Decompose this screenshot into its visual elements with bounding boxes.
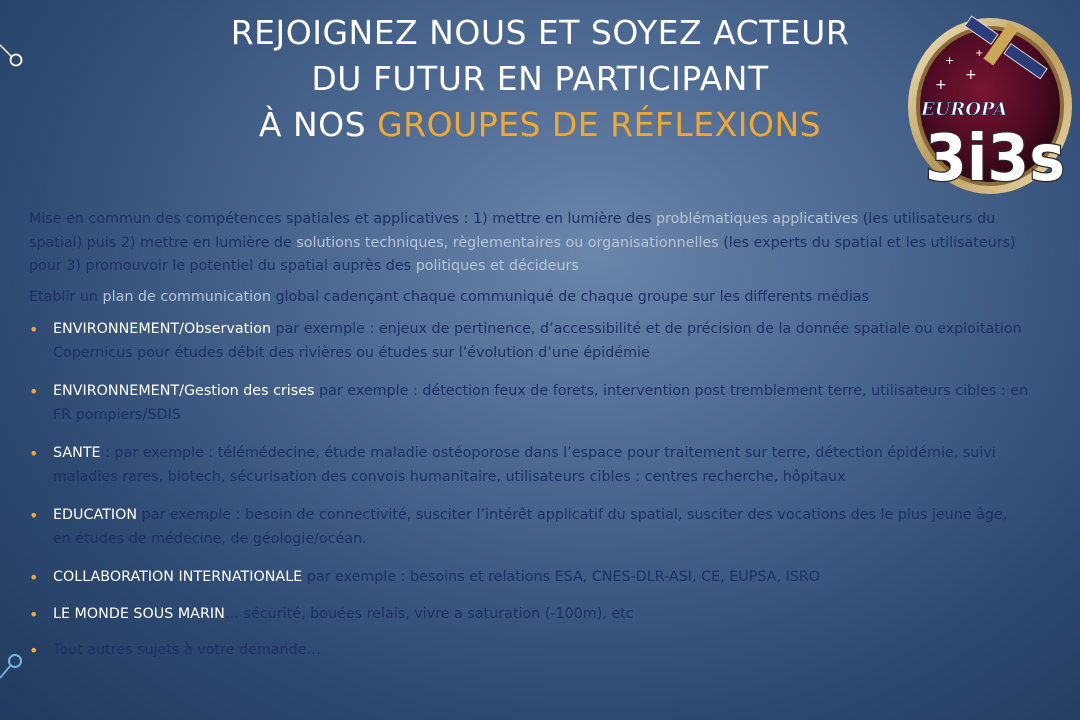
topic-text: par exemple : besoins et relations ESA, CNES-DLR-ASI, CE, EUPSA, ISRO (302, 569, 821, 585)
intro-highlight: plan de communication (102, 288, 271, 305)
topic-text: Tout autres sujets à votre demande… (53, 642, 321, 658)
bullet-icon: • (29, 444, 39, 463)
svg-text:+: + (945, 54, 955, 67)
title-line-3 (170, 102, 910, 148)
topic-heading: SANTE (53, 445, 101, 461)
list-item (29, 318, 1029, 365)
list-item (29, 566, 1029, 590)
svg-text:+: + (965, 67, 977, 83)
svg-text:3i3s: 3i3s (925, 122, 1065, 196)
svg-text:EUROPA: EUROPA (921, 99, 1008, 120)
svg-text:+: + (975, 48, 984, 59)
list-item (29, 442, 1029, 489)
bullet-icon: • (29, 506, 39, 525)
slide-title (170, 10, 910, 148)
communication-paragraph (29, 286, 1029, 310)
connector-node-icon (0, 648, 30, 693)
bullet-icon: • (29, 568, 39, 587)
bullet-icon: • (29, 641, 39, 660)
svg-text:+: + (935, 77, 947, 93)
intro-text: Mise en commun des compétences spatiales et applicatives : 1) mettre en lumière des (29, 211, 656, 227)
europa-3i3s-logo (905, 14, 1075, 198)
intro-highlight: solutions techniques, règlementaires ou organisationnelles (296, 234, 719, 251)
bullet-icon: • (29, 382, 39, 401)
topic-text: par exemple : détection feux de forets, intervention post tremblement terre, utilisateurs cibles : en FR pompiers/SDIS (53, 383, 1029, 423)
list-item (29, 380, 1029, 427)
intro-text: Etablir un (29, 288, 103, 305)
intro-text: (les utilisateurs du spatial) puis 2) mettre en lumière de (29, 211, 996, 251)
intro-text: (les experts du spatial et les utilisateurs) pour 3) promouvoir le potentiel du spatial auprès des (29, 234, 1016, 274)
topic-text: : par exemple : télémédecine, étude maladie ostéoporose dans l’espace pour traitement sur terre, détection épidémie, suivi maladies rares, biotech, sécurisation des convois humanitaire, utilisateurs cibles : centres recherche, hôpitaux (53, 445, 996, 485)
intro-highlight: problématiques applicatives (655, 211, 859, 227)
connector-node-icon (0, 30, 30, 75)
bullet-icon: • (29, 604, 39, 624)
intro-paragraph (29, 208, 1029, 279)
topic-heading: ENVIRONNEMENT/Gestion des crises (53, 383, 315, 399)
slide-body (29, 208, 1029, 676)
topic-heading: ENVIRONNEMENT/Observation (53, 321, 272, 337)
bullet-icon: • (29, 320, 39, 339)
intro-highlight: politiques et décideurs (415, 258, 579, 274)
topic-text: par exemple : enjeux de pertinence, d’accessibilité et de précision de la donnée spatiale ou exploitation Copernicus pour études débit des rivières ou études sur l’évolution d’une épidémie (53, 321, 1022, 361)
list-item (29, 603, 1029, 627)
title-line-3-accent: GROUPES DE RÉFLEXIONS (377, 105, 822, 144)
topic-heading: EDUCATION (53, 507, 138, 523)
topic-heading: LE MONDE SOUS MARIN (53, 605, 225, 622)
title-line-3-prefix: À NOS (258, 105, 378, 144)
topic-list (29, 318, 1029, 663)
topic-heading: COLLABORATION INTERNATIONALE (53, 569, 303, 585)
list-item (29, 504, 1029, 551)
list-item (29, 639, 1029, 663)
title-line-2: DU FUTUR EN PARTICIPANT (311, 59, 769, 98)
topic-text: … sécurité, bouées relais, vivre a saturation (-100m), etc (224, 605, 634, 622)
title-line-1: REJOIGNEZ NOUS ET SOYEZ ACTEUR (230, 13, 850, 52)
intro-text: global cadençant chaque communiqué de chaque groupe sur les differents médias (270, 288, 870, 305)
topic-text: par exemple : besoin de connectivité, susciter l’intérêt applicatif du spatial, susciter des vocations des le plus jeune âge, en études de médecine, de géologie/océan. (53, 507, 1008, 547)
